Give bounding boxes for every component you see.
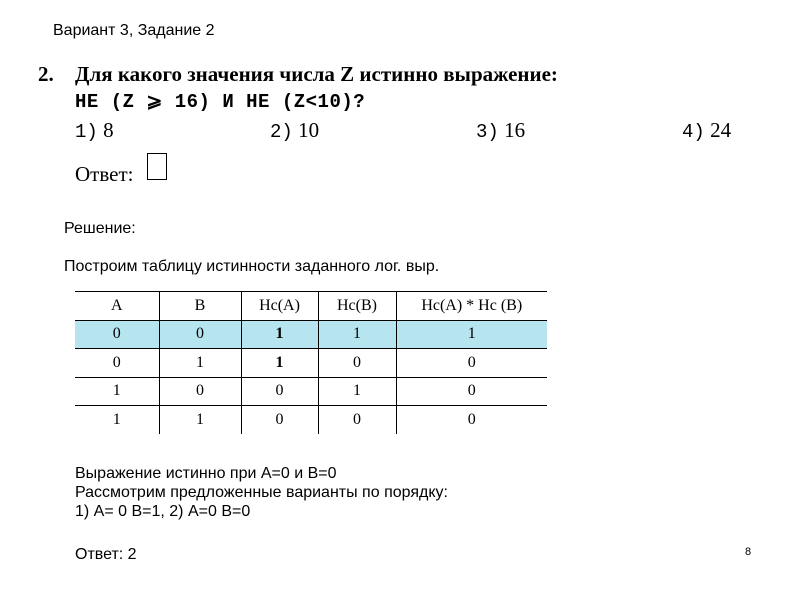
conclusion-line-1: Выражение истинно при А=0 и В=0 bbox=[75, 465, 337, 482]
column-header-b: B bbox=[159, 292, 241, 321]
answer-box bbox=[147, 153, 167, 180]
table-cell: 0 bbox=[467, 410, 476, 428]
option-value: 10 bbox=[298, 118, 320, 142]
table-row bbox=[75, 406, 547, 434]
option-number: 3) bbox=[476, 121, 499, 143]
table-cell: 0 bbox=[75, 320, 159, 349]
table-cell: 0 bbox=[75, 349, 159, 378]
column-header-not-a: Нс(А) bbox=[241, 292, 318, 321]
answer-label: Ответ: bbox=[75, 162, 134, 186]
option-number: 4) bbox=[682, 121, 705, 143]
table-cell: 1 bbox=[159, 406, 241, 434]
conclusion bbox=[75, 464, 448, 521]
option-4 bbox=[682, 118, 731, 143]
table-header-row bbox=[75, 292, 547, 321]
option-value: 24 bbox=[710, 118, 732, 142]
table-cell: 0 bbox=[241, 377, 318, 406]
table-cell: 1 bbox=[467, 325, 476, 343]
table-cell: 1 bbox=[318, 320, 396, 349]
conclusion-line-2: Рассмотрим предложенные варианты по порядку: bbox=[75, 484, 448, 501]
solution-step: Построим таблицу истинности заданного лог. выр. bbox=[64, 258, 440, 275]
option-value: 8 bbox=[103, 118, 114, 142]
conclusion-line-3: 1) А= 0 В=1, 2) А=0 В=0 bbox=[75, 503, 251, 520]
table-cell: 1 bbox=[318, 377, 396, 406]
table-row bbox=[75, 377, 547, 406]
problem-question: Для какого значения числа Z истинно выражение: bbox=[75, 62, 558, 86]
final-answer: Ответ: 2 bbox=[75, 546, 137, 563]
table-cell: 0 bbox=[159, 377, 241, 406]
option-2 bbox=[270, 118, 319, 143]
option-3 bbox=[476, 118, 525, 143]
table-cell: 0 bbox=[467, 353, 476, 371]
page-number: 8 bbox=[745, 546, 752, 558]
table-cell: 0 bbox=[318, 349, 396, 378]
option-number: 1) bbox=[75, 121, 98, 143]
option-number: 2) bbox=[270, 121, 293, 143]
table-row bbox=[75, 349, 547, 378]
table-cell: 0 bbox=[241, 406, 318, 434]
table-cell: 1 bbox=[241, 320, 318, 349]
table-cell: 1 bbox=[75, 377, 159, 406]
column-header-result: Нс(А) * Нс (В) bbox=[421, 296, 523, 314]
problem-number: 2. bbox=[38, 62, 54, 86]
slide-header: Вариант 3, Задание 2 bbox=[53, 22, 215, 39]
column-header-not-b: Нс(В) bbox=[318, 292, 396, 321]
table-cell: 1 bbox=[159, 349, 241, 378]
table-cell: 1 bbox=[241, 349, 318, 378]
table-cell: 0 bbox=[159, 320, 241, 349]
table-row bbox=[75, 320, 547, 349]
truth-table bbox=[75, 291, 547, 434]
table-cell: 1 bbox=[75, 406, 159, 434]
problem-expression: НЕ (Z ⩾ 16) И НЕ (Z<10)? bbox=[75, 91, 366, 113]
table-cell: 0 bbox=[467, 382, 476, 400]
column-header-a: A bbox=[75, 292, 159, 321]
option-value: 16 bbox=[504, 118, 526, 142]
table-cell: 0 bbox=[318, 406, 396, 434]
option-1 bbox=[75, 118, 114, 143]
solution-title: Решение: bbox=[64, 220, 136, 237]
